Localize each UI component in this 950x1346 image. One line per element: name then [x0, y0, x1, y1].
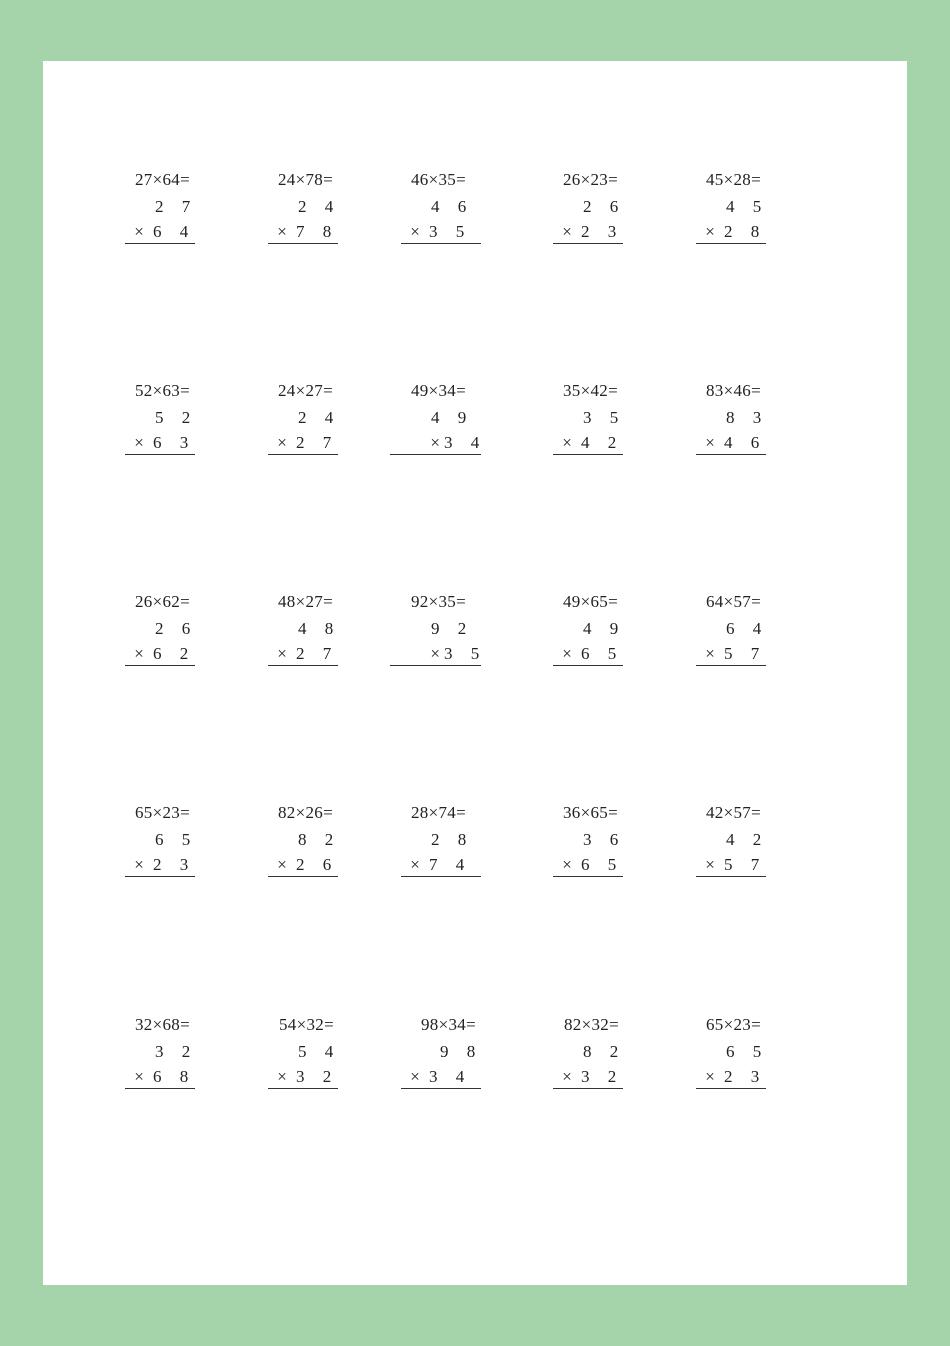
- problem: [125, 802, 215, 882]
- times-sign: ×: [277, 222, 287, 241]
- equation: 26×62=: [135, 592, 190, 611]
- equation: 54×32=: [279, 1015, 334, 1034]
- multiplicand: 3 2: [155, 1042, 198, 1061]
- multiplier-line: [268, 221, 338, 244]
- times-sign: ×: [277, 855, 287, 874]
- multiplier: 6 8: [153, 1067, 196, 1086]
- times-sign: ×: [705, 1067, 715, 1086]
- multiplicand: 2 7: [155, 197, 198, 216]
- multiplicand: 2 4: [298, 197, 341, 216]
- equation: 64×57=: [706, 592, 761, 611]
- equation: 45×28=: [706, 170, 761, 189]
- multiplicand: 6 4: [726, 619, 769, 638]
- multiplier: 6 4: [153, 222, 196, 241]
- multiplier: 6 2: [153, 644, 196, 663]
- multiplicand: 2 4: [298, 408, 341, 427]
- equation: 27×64=: [135, 170, 190, 189]
- problem: [696, 169, 786, 249]
- problem: [553, 802, 643, 882]
- equation: 98×34=: [421, 1015, 476, 1034]
- multiplicand: 9 2: [431, 619, 474, 638]
- multiplier: 6 5: [581, 855, 624, 874]
- multiplier: 3 4: [429, 1067, 472, 1086]
- multiplier: 3 5: [429, 222, 472, 241]
- equation: 92×35=: [411, 592, 466, 611]
- multiplicand: 5 2: [155, 408, 198, 427]
- multiplier: 2 7: [296, 644, 339, 663]
- problem-row: [43, 802, 907, 892]
- times-sign: ×: [134, 222, 144, 241]
- problem: [125, 1014, 215, 1094]
- multiplier-line: [553, 221, 623, 244]
- equation: 28×74=: [411, 803, 466, 822]
- times-sign: ×: [562, 855, 572, 874]
- problem: [268, 802, 358, 882]
- multiplier: 7 8: [296, 222, 339, 241]
- multiplicand: 9 8: [440, 1042, 483, 1061]
- times-sign: ×: [134, 433, 144, 452]
- problem: [390, 380, 487, 460]
- multiplier: 2 3: [724, 1067, 767, 1086]
- equation: 36×65=: [563, 803, 618, 822]
- times-sign: ×: [277, 644, 287, 663]
- multiplier-line: [268, 1066, 338, 1089]
- multiplicand: 4 9: [431, 408, 474, 427]
- times-sign: ×: [277, 433, 287, 452]
- problem: [696, 1014, 786, 1094]
- problem: [268, 591, 358, 671]
- times-sign: ×: [705, 222, 715, 241]
- equation: 24×78=: [278, 170, 333, 189]
- equation: 65×23=: [706, 1015, 761, 1034]
- equation: 49×34=: [411, 381, 466, 400]
- multiplier-line: [696, 432, 766, 455]
- multiplier: 3 5: [444, 644, 487, 663]
- multiplier-line: [553, 643, 623, 666]
- multiplier-line: [401, 854, 481, 877]
- multiplier-line: [401, 221, 481, 244]
- problem: [125, 169, 215, 249]
- equation: 49×65=: [563, 592, 618, 611]
- worksheet-page: [43, 61, 907, 1285]
- multiplicand: 4 6: [431, 197, 474, 216]
- problem: [401, 802, 491, 882]
- times-sign: ×: [277, 1067, 287, 1086]
- multiplier-line: [696, 854, 766, 877]
- times-sign: ×: [134, 1067, 144, 1086]
- problem: [553, 1014, 643, 1094]
- times-sign: ×: [562, 1067, 572, 1086]
- multiplier: 2 3: [581, 222, 624, 241]
- multiplicand: 8 3: [726, 408, 769, 427]
- multiplicand: 4 2: [726, 830, 769, 849]
- multiplier: 4 6: [724, 433, 767, 452]
- multiplier-line: [125, 1066, 195, 1089]
- multiplier-line: [125, 432, 195, 455]
- multiplier: 2 8: [724, 222, 767, 241]
- multiplier-line: [553, 432, 623, 455]
- multiplier-line: [125, 643, 195, 666]
- problem: [696, 591, 786, 671]
- equation: 52×63=: [135, 381, 190, 400]
- multiplicand: 4 5: [726, 197, 769, 216]
- multiplier-line: [390, 432, 487, 455]
- multiplier-line: [268, 643, 338, 666]
- problem: [125, 380, 215, 460]
- equation: 48×27=: [278, 592, 333, 611]
- multiplier: 6 5: [581, 644, 624, 663]
- multiplicand: 8 2: [583, 1042, 626, 1061]
- multiplicand: 3 5: [583, 408, 626, 427]
- problem-row: [43, 1014, 907, 1104]
- multiplier-line: [696, 221, 766, 244]
- problem: [553, 591, 643, 671]
- multiplicand: 4 9: [583, 619, 626, 638]
- equation: 46×35=: [411, 170, 466, 189]
- problem: [696, 380, 786, 460]
- times-sign: ×: [410, 222, 420, 241]
- equation: 24×27=: [278, 381, 333, 400]
- times-sign: ×: [410, 1067, 420, 1086]
- times-sign: ×: [562, 222, 572, 241]
- problem: [401, 169, 491, 249]
- multiplicand: 2 6: [583, 197, 626, 216]
- multiplicand: 4 8: [298, 619, 341, 638]
- multiplicand: 3 6: [583, 830, 626, 849]
- problem: [268, 380, 358, 460]
- multiplicand: 2 8: [431, 830, 474, 849]
- equation: 65×23=: [135, 803, 190, 822]
- problem-row: [43, 591, 907, 681]
- equation: 26×23=: [563, 170, 618, 189]
- multiplicand: 2 6: [155, 619, 198, 638]
- times-sign: ×: [134, 644, 144, 663]
- times-sign: ×: [705, 644, 715, 663]
- multiplier-line: [268, 854, 338, 877]
- equation: 82×26=: [278, 803, 333, 822]
- problem: [268, 1014, 358, 1094]
- equation: 42×57=: [706, 803, 761, 822]
- times-sign: ×: [410, 855, 420, 874]
- multiplier-line: [401, 1066, 481, 1089]
- multiplier-line: [268, 432, 338, 455]
- multiplier: 2 7: [296, 433, 339, 452]
- times-sign: ×: [705, 433, 715, 452]
- times-sign: ×: [562, 644, 572, 663]
- times-sign: ×: [562, 433, 572, 452]
- multiplier: 6 3: [153, 433, 196, 452]
- multiplier-line: [553, 1066, 623, 1089]
- multiplier-line: [390, 643, 487, 666]
- multiplier: 3 2: [296, 1067, 339, 1086]
- equation: 32×68=: [135, 1015, 190, 1034]
- equation: 83×46=: [706, 381, 761, 400]
- problem: [390, 591, 487, 671]
- multiplier-line: [553, 854, 623, 877]
- times-sign: ×: [134, 855, 144, 874]
- multiplier: 2 6: [296, 855, 339, 874]
- multiplier-line: [125, 854, 195, 877]
- multiplier: 5 7: [724, 855, 767, 874]
- multiplier: 3 2: [581, 1067, 624, 1086]
- times-sign: ×: [430, 644, 440, 663]
- multiplicand: 6 5: [155, 830, 198, 849]
- problem: [553, 380, 643, 460]
- problem-row: [43, 169, 907, 259]
- problem: [125, 591, 215, 671]
- equation: 82×32=: [564, 1015, 619, 1034]
- times-sign: ×: [705, 855, 715, 874]
- problem: [401, 1014, 491, 1094]
- problem-row: [43, 380, 907, 470]
- problem: [268, 169, 358, 249]
- times-sign: ×: [430, 433, 440, 452]
- multiplier: 3 4: [444, 433, 487, 452]
- multiplicand: 6 5: [726, 1042, 769, 1061]
- multiplier-line: [696, 643, 766, 666]
- equation: 35×42=: [563, 381, 618, 400]
- multiplicand: 8 2: [298, 830, 341, 849]
- multiplier: 4 2: [581, 433, 624, 452]
- multiplier-line: [125, 221, 195, 244]
- problem: [553, 169, 643, 249]
- multiplier: 5 7: [724, 644, 767, 663]
- multiplier-line: [696, 1066, 766, 1089]
- multiplicand: 5 4: [298, 1042, 341, 1061]
- multiplier: 7 4: [429, 855, 472, 874]
- problem: [696, 802, 786, 882]
- multiplier: 2 3: [153, 855, 196, 874]
